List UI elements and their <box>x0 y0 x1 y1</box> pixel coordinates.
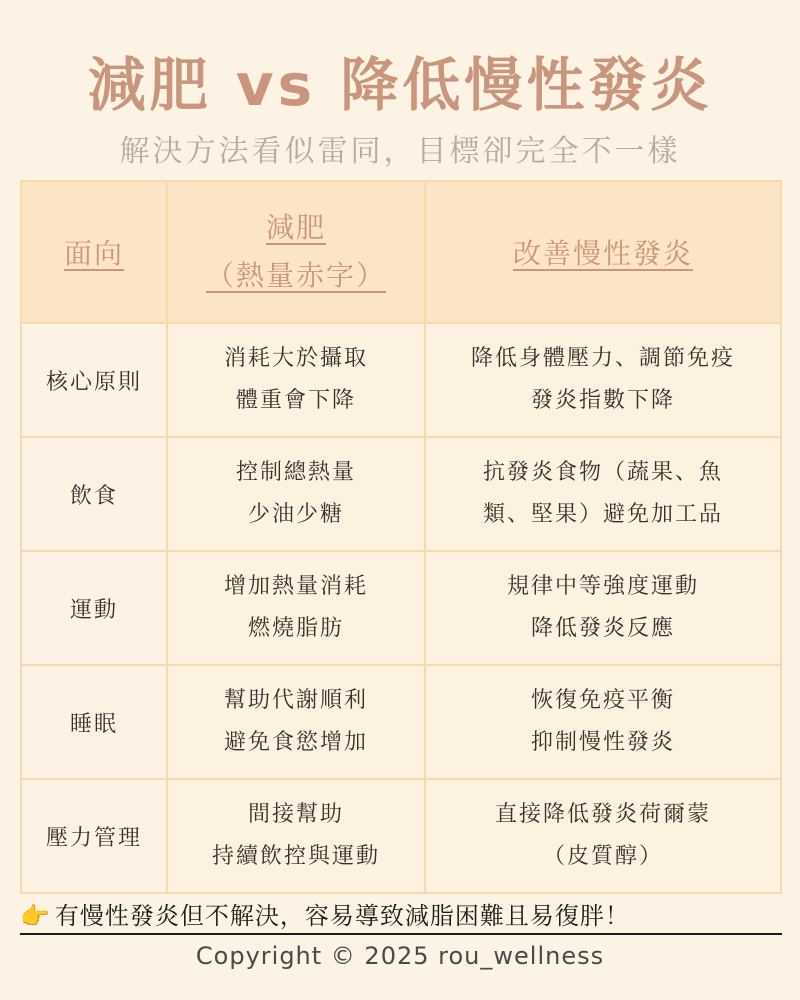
row-aspect: 壓力管理 <box>21 779 167 893</box>
header-weight-loss-label: 減肥 <box>265 211 326 244</box>
cell-line: 發炎指數下降 <box>530 388 675 413</box>
row-aspect: 核心原則 <box>21 323 167 437</box>
table-row <box>21 323 781 437</box>
table-header-row <box>21 181 781 323</box>
cell-line: 抑制慢性發炎 <box>530 730 675 755</box>
cell-line: 規律中等強度運動 <box>506 574 699 599</box>
cell-line: 類、堅果）避免加工品 <box>482 502 723 527</box>
table-row <box>21 551 781 665</box>
footnote <box>20 896 782 935</box>
header-inflammation <box>425 181 781 323</box>
header-aspect-label: 面向 <box>63 237 124 270</box>
header-inflammation-label: 改善慢性發炎 <box>512 237 693 270</box>
header-aspect <box>21 181 167 323</box>
cell-line: 直接降低發炎荷爾蒙 <box>494 802 711 827</box>
page-title: 減肥 vs 降低慢性發炎 <box>87 51 713 119</box>
row-weight-loss <box>167 779 425 893</box>
table-row <box>21 437 781 551</box>
row-weight-loss <box>167 665 425 779</box>
cell-line: 增加熱量消耗 <box>223 574 368 599</box>
cell-line: 避免食慾增加 <box>223 730 368 755</box>
cell-line: （皮質醇） <box>542 844 663 869</box>
cell-line: 少油少糖 <box>247 502 344 527</box>
row-aspect: 睡眠 <box>21 665 167 779</box>
cell-line: 控制總熱量 <box>235 460 356 485</box>
header-weight-loss <box>167 181 425 323</box>
row-inflammation <box>425 779 781 893</box>
row-aspect: 飲食 <box>21 437 167 551</box>
cell-line: 抗發炎食物（蔬果、魚 <box>482 460 723 485</box>
cell-line: 降低發炎反應 <box>530 616 675 641</box>
row-weight-loss <box>167 323 425 437</box>
row-weight-loss <box>167 551 425 665</box>
cell-line: 體重會下降 <box>235 388 356 413</box>
table-row <box>21 665 781 779</box>
row-weight-loss <box>167 437 425 551</box>
header-weight-loss-sublabel: （熱量赤字） <box>205 259 386 292</box>
row-inflammation <box>425 437 781 551</box>
cell-line: 間接幫助 <box>247 802 344 827</box>
table-row <box>21 779 781 893</box>
footnote-text: 有慢性發炎但不解決，容易導致減脂困難且易復胖！ <box>54 902 630 930</box>
cell-line: 恢復免疫平衡 <box>530 688 675 713</box>
row-inflammation <box>425 551 781 665</box>
comparison-table <box>20 180 782 894</box>
cell-line: 燃燒脂肪 <box>247 616 344 641</box>
copyright: Copyright © 2025 rou_wellness <box>195 942 605 970</box>
cell-line: 持續飲控與運動 <box>211 844 380 869</box>
pointing-hand-icon: 👉 <box>20 902 51 930</box>
row-aspect: 運動 <box>21 551 167 665</box>
page-subtitle: 解決方法看似雷同，目標卻完全不一樣 <box>119 134 681 169</box>
row-inflammation <box>425 323 781 437</box>
row-inflammation <box>425 665 781 779</box>
cell-line: 幫助代謝順利 <box>223 688 368 713</box>
cell-line: 降低身體壓力、調節免疫 <box>470 346 735 371</box>
cell-line: 消耗大於攝取 <box>223 346 368 371</box>
